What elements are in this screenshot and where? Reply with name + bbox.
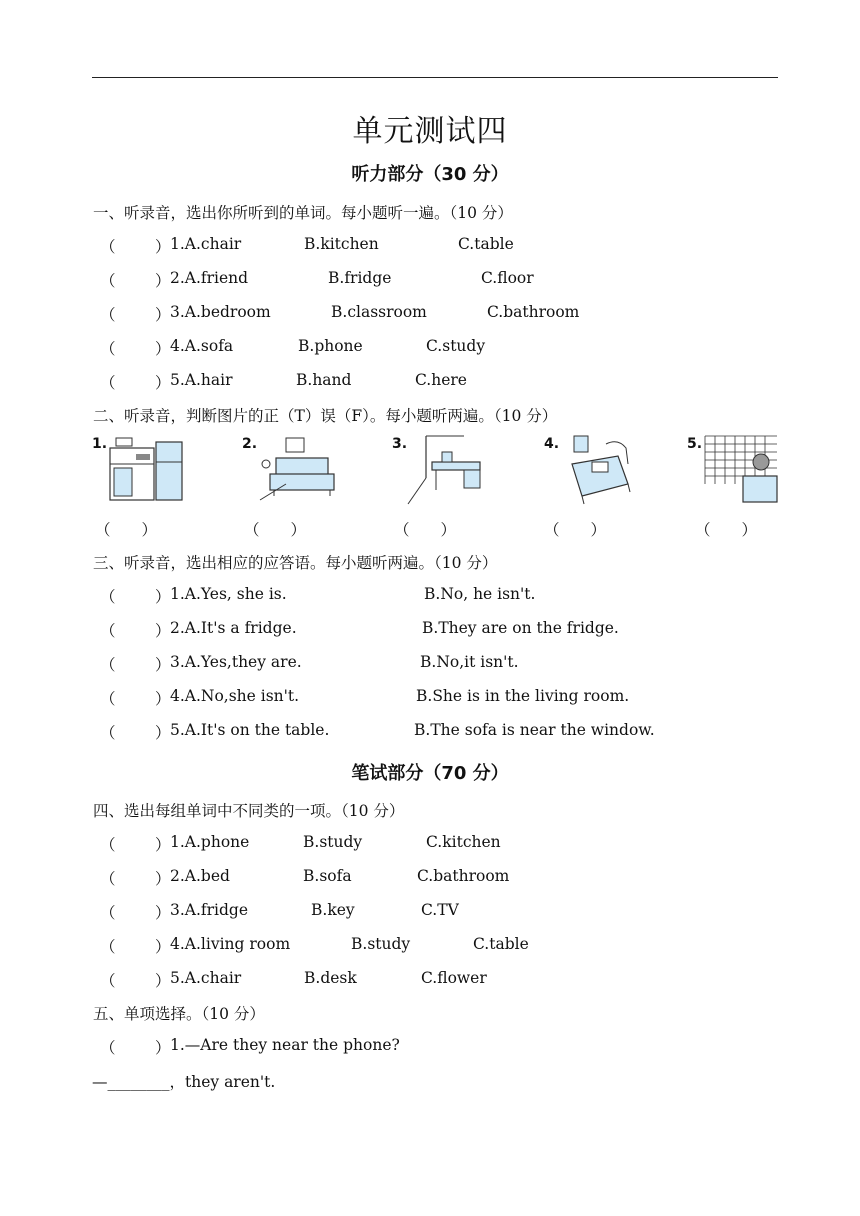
writing-header: 笔试部分（70 分） [351, 763, 509, 784]
study-desk-icon [406, 434, 486, 506]
section-4-heading: 四、选出每组单词中不同类的一项。（10 分） [93, 802, 405, 820]
s1-question-3: （ ） 3.A.bedroom B.classroom C.bathroom [100, 303, 580, 324]
picture-4-answer: （ ） [544, 521, 607, 539]
kitchen-fridge-icon [106, 434, 186, 506]
s1-question-1: （ ） 1.A.chair B.kitchen C.table [100, 235, 514, 256]
picture-3-answer: （ ） [394, 521, 457, 539]
s3-question-1: （ ） 1.A.Yes, she is. B.No, he isn't. [100, 585, 536, 606]
picture-row [92, 434, 782, 544]
section-5-heading: 五、单项选择。（10 分） [93, 1005, 265, 1023]
s4-question-4: （ ） 4.A.living room B.study C.table [100, 935, 529, 956]
s1-question-2: （ ） 2.A.friend B.fridge C.floor [100, 269, 534, 290]
s3-question-4: （ ） 4.A.No,she isn't. B.She is in the living room. [100, 687, 630, 708]
picture-1-answer: （ ） [95, 521, 158, 539]
picture-2-answer: （ ） [244, 521, 307, 539]
picture-2: 2. [242, 434, 332, 508]
section-3-heading: 三、听录音，选出相应的应答语。每小题听两遍。（10 分） [93, 554, 498, 572]
listening-header: 听力部分（30 分） [351, 164, 509, 185]
living-room-sofa-icon [256, 434, 336, 506]
s3-question-2: （ ） 2.A.It's a fridge. B.They are on the fridge. [100, 619, 619, 640]
s4-question-3: （ ） 3.A.fridge B.key C.TV [100, 901, 459, 922]
s4-question-1: （ ） 1.A.phone B.study C.kitchen [100, 833, 501, 854]
picture-1: 1. [92, 434, 182, 508]
s1-question-4: （ ） 4.A.sofa B.phone C.study [100, 337, 486, 358]
section-1-heading: 一、听录音，选出你所听到的单词。每小题听一遍。（10 分） [93, 204, 513, 222]
s1-question-5: （ ） 5.A.hair B.hand C.here [100, 371, 467, 392]
picture-4: 4. [544, 434, 634, 508]
page-title: 单元测试四 [352, 114, 508, 149]
picture-5-answer: （ ） [695, 521, 758, 539]
bathroom-tub-icon [701, 434, 781, 506]
header-rule [92, 77, 778, 78]
s3-question-5: （ ） 5.A.It's on the table. B.The sofa is near the window. [100, 721, 655, 742]
picture-3: 3. [392, 434, 482, 508]
picture-5: 5. [687, 434, 777, 508]
s4-question-2: （ ） 2.A.bed B.sofa C.bathroom [100, 867, 510, 888]
s3-question-3: （ ） 3.A.Yes,they are. B.No,it isn't. [100, 653, 519, 674]
s5-question-1: （ ） 1.—Are they near the phone? [100, 1036, 400, 1057]
section-2-heading: 二、听录音，判断图片的正（T）误（F）。每小题听两遍。（10 分） [93, 407, 558, 425]
s4-question-5: （ ） 5.A.chair B.desk C.flower [100, 969, 487, 990]
bedroom-bed-icon [558, 434, 638, 506]
s5-question-1-answer-line: —________，they aren't. [92, 1073, 276, 1091]
